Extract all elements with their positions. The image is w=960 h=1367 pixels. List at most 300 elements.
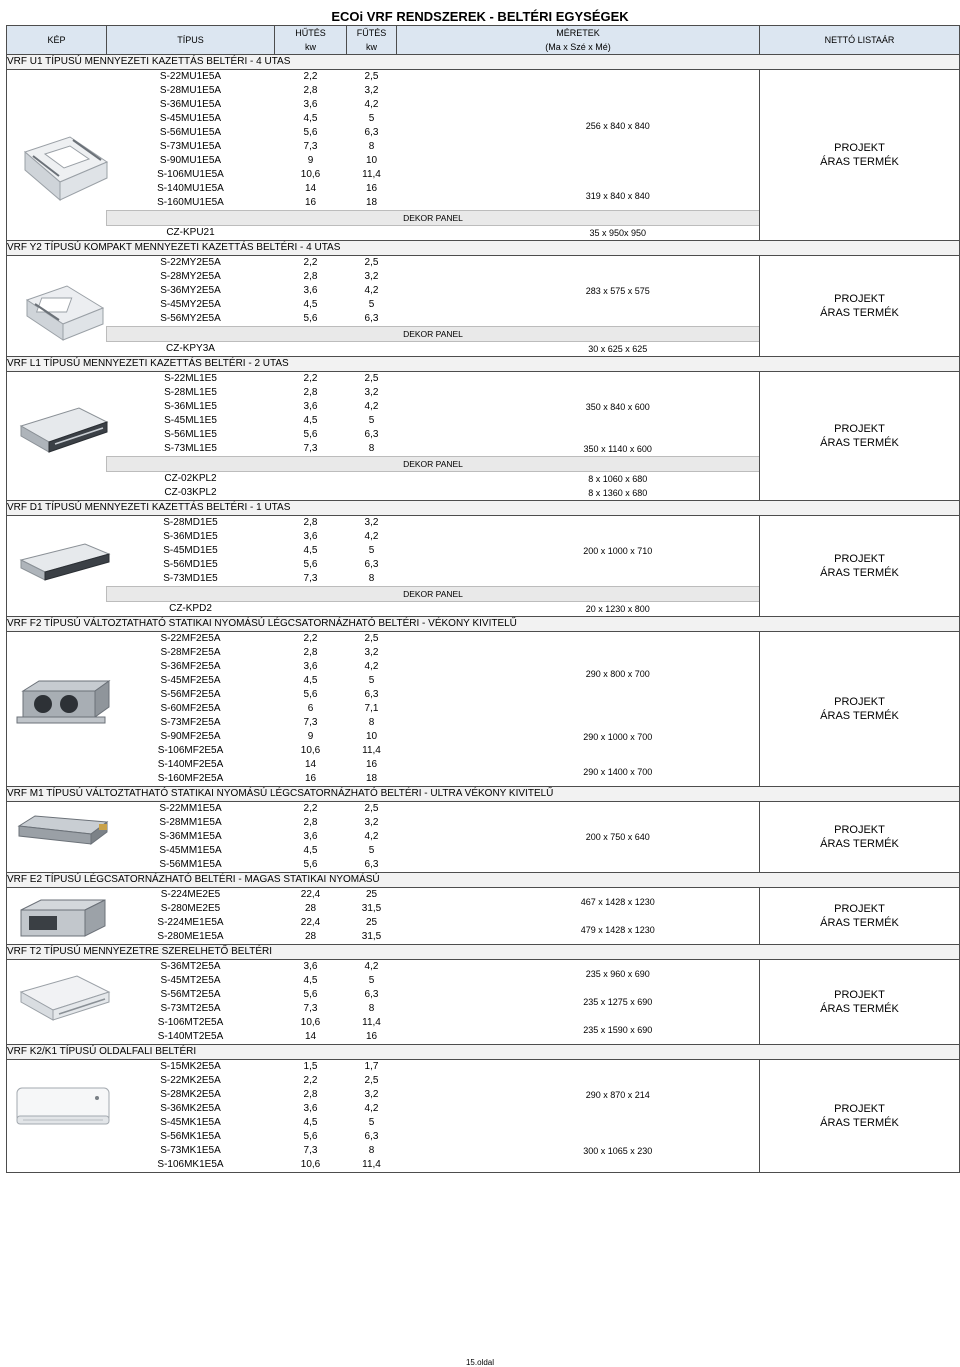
cooling-kw: 3,6 bbox=[303, 99, 318, 110]
price-cell bbox=[760, 372, 960, 501]
heating-kw: 2,5 bbox=[364, 633, 379, 644]
model-cell: S-36MM1E5A bbox=[159, 831, 222, 842]
model-cell: CZ-03KPL2 bbox=[107, 486, 275, 501]
cooling-kw bbox=[275, 602, 347, 617]
dimension-cell: 283 x 575 x 575 bbox=[585, 286, 650, 296]
heating-kw: 10 bbox=[365, 155, 378, 166]
price-line-2: ÁRAS TERMÉK bbox=[820, 917, 899, 929]
heating-kw: 4,2 bbox=[364, 285, 379, 296]
heating-kw: 4,2 bbox=[364, 831, 379, 842]
heating-kw: 2,5 bbox=[364, 373, 379, 384]
model-cell: S-140MT2E5A bbox=[107, 1030, 275, 1045]
heating-kw: 3,2 bbox=[364, 85, 379, 96]
spacer-cell bbox=[397, 1060, 477, 1075]
heating-kw: 5 bbox=[368, 975, 375, 986]
model-cell: S-22MF2E5A bbox=[160, 633, 221, 644]
heating-kw: 8 bbox=[368, 443, 375, 454]
model-cell: S-140MU1E5A bbox=[157, 183, 224, 194]
table-body bbox=[7, 55, 960, 1173]
spacer-cell bbox=[397, 342, 477, 357]
cooling-kw: 10,6 bbox=[275, 1158, 347, 1173]
cassette-2way-unit-icon bbox=[15, 400, 111, 460]
price-cell bbox=[760, 632, 960, 787]
unit-image-cell bbox=[7, 70, 107, 241]
header-tipus: TÍPUS bbox=[107, 26, 275, 55]
cooling-kw: 2,8 bbox=[303, 517, 318, 528]
spacer-cell bbox=[397, 558, 477, 572]
spacer-cell bbox=[397, 428, 477, 442]
cooling-kw: 2,8 bbox=[303, 1089, 318, 1100]
section-title: VRF F2 TÍPUSÚ VÁLTOZTATHATÓ STATIKAI NYOMÁSÚ LÉGCSATORNÁZHATÓ BELTÉRI - VÉKONY KIVITELŰ bbox=[7, 617, 960, 632]
model-cell: CZ-KPY3A bbox=[107, 342, 275, 357]
model-cell: S-73MT2E5A bbox=[160, 1003, 221, 1014]
heating-kw bbox=[347, 342, 397, 357]
spacer-cell bbox=[397, 530, 477, 544]
spacer-cell bbox=[397, 386, 477, 400]
cooling-kw: 7,3 bbox=[303, 1003, 318, 1014]
spacer-cell bbox=[397, 126, 477, 140]
header-meretek-label: MÉRETEK bbox=[556, 28, 600, 38]
model-cell: S-45MK1E5A bbox=[160, 1117, 221, 1128]
cooling-kw: 3,6 bbox=[303, 401, 318, 412]
model-cell: S-36MK2E5A bbox=[160, 1103, 221, 1114]
model-cell: S-160MU1E5A bbox=[157, 197, 224, 208]
unit-image-cell bbox=[7, 960, 107, 1045]
section-title-row bbox=[7, 945, 960, 960]
heating-kw: 4,2 bbox=[364, 401, 379, 412]
dimension-cell: 235 x 960 x 690 bbox=[585, 969, 650, 979]
header-futes bbox=[347, 26, 397, 55]
heating-kw: 1,7 bbox=[364, 1061, 379, 1072]
dimension-cell: 350 x 1140 x 600 bbox=[583, 444, 652, 454]
table-row bbox=[7, 516, 960, 531]
table-row bbox=[7, 70, 960, 85]
heating-kw: 4,2 bbox=[364, 531, 379, 542]
model-cell: S-280ME1E5A bbox=[107, 930, 275, 945]
model-cell: S-36MD1E5 bbox=[163, 531, 218, 542]
section-title-row bbox=[7, 787, 960, 802]
spacer-cell bbox=[397, 442, 477, 457]
spacer-cell bbox=[397, 226, 477, 241]
heating-kw: 11,4 bbox=[362, 745, 381, 756]
section-title: VRF D1 TÍPUSÚ MENNYEZETI KAZETTÁS BELTÉRI - 1 UTAS bbox=[7, 501, 960, 516]
spacer-cell bbox=[397, 168, 477, 182]
price-line-1: PROJEKT bbox=[834, 989, 885, 1001]
dimension-cell: 256 x 840 x 840 bbox=[585, 121, 650, 131]
spacer-cell bbox=[397, 472, 477, 487]
dimension-cell: 479 x 1428 x 1230 bbox=[477, 916, 760, 945]
heating-kw: 18 bbox=[365, 197, 378, 208]
spacer-cell bbox=[397, 1002, 477, 1016]
cooling-kw bbox=[275, 472, 347, 487]
heating-kw: 3,2 bbox=[364, 647, 379, 658]
spacer-cell bbox=[397, 400, 477, 414]
model-cell: S-45MU1E5A bbox=[159, 113, 222, 124]
cooling-kw: 4,5 bbox=[303, 1117, 318, 1128]
price-line-2: ÁRAS TERMÉK bbox=[820, 1117, 899, 1129]
model-cell: S-36MY2E5A bbox=[160, 285, 221, 296]
high-pressure-ducted-unit-icon bbox=[15, 898, 111, 943]
heating-kw: 6,3 bbox=[364, 989, 379, 1000]
price-cell bbox=[760, 1060, 960, 1173]
model-cell: S-140MF2E5A bbox=[157, 759, 224, 770]
spacer-cell bbox=[397, 702, 477, 716]
section-title: VRF Y2 TÍPUSÚ KOMPAKT MENNYEZETI KAZETTÁS BELTÉRI - 4 UTAS bbox=[7, 241, 960, 256]
header-meretek bbox=[397, 26, 760, 55]
heating-kw: 6,3 bbox=[364, 429, 379, 440]
heating-kw: 6,3 bbox=[364, 689, 379, 700]
section-title: VRF L1 TÍPUSÚ MENNYEZETI KAZETTÁS BELTÉRI - 2 UTAS bbox=[7, 357, 960, 372]
table-row bbox=[7, 1060, 960, 1075]
cooling-kw: 7,3 bbox=[303, 717, 318, 728]
price-line-1: PROJEKT bbox=[834, 1103, 885, 1115]
heating-kw: 3,2 bbox=[364, 517, 379, 528]
unit-image-cell bbox=[7, 802, 107, 873]
cooling-kw: 2,8 bbox=[303, 387, 318, 398]
spacer-cell bbox=[397, 270, 477, 284]
model-cell: S-22ML1E5 bbox=[164, 373, 217, 384]
cooling-kw: 10,6 bbox=[300, 169, 321, 180]
compact-cassette-unit-icon bbox=[15, 278, 111, 353]
cooling-kw: 14 bbox=[275, 1030, 347, 1045]
heating-kw: 6,3 bbox=[347, 858, 397, 873]
spacer-cell bbox=[397, 632, 477, 647]
dimension-cell: 235 x 1590 x 690 bbox=[477, 1016, 760, 1045]
cooling-kw: 5,6 bbox=[303, 1131, 318, 1142]
price-line-1: PROJEKT bbox=[834, 553, 885, 565]
spacer-cell bbox=[397, 602, 477, 617]
dimension-cell: 467 x 1428 x 1230 bbox=[580, 897, 655, 907]
cooling-kw: 7,3 bbox=[303, 141, 318, 152]
cooling-kw: 3,6 bbox=[303, 661, 318, 672]
heating-kw: 6,3 bbox=[364, 313, 379, 324]
cooling-kw: 7,3 bbox=[303, 443, 318, 454]
cooling-kw: 5,6 bbox=[303, 989, 318, 1000]
cooling-kw: 3,6 bbox=[303, 1103, 318, 1114]
heating-kw bbox=[347, 472, 397, 487]
heating-kw bbox=[347, 602, 397, 617]
heating-kw: 11,4 bbox=[347, 1158, 397, 1173]
cooling-kw bbox=[275, 342, 347, 357]
cooling-kw: 3,6 bbox=[303, 285, 318, 296]
dekor-panel-label: DEKOR PANEL bbox=[107, 211, 760, 226]
section-title-row bbox=[7, 873, 960, 888]
spacer-cell bbox=[397, 182, 477, 196]
price-cell bbox=[760, 256, 960, 357]
heating-kw: 2,5 bbox=[364, 71, 379, 82]
cooling-kw bbox=[275, 486, 347, 501]
spacer-cell bbox=[397, 730, 477, 744]
page-number: 15.oldal bbox=[465, 1358, 495, 1367]
heating-kw: 4,2 bbox=[364, 661, 379, 672]
cooling-kw: 1,5 bbox=[303, 1061, 318, 1072]
section-title: VRF E2 TÍPUSÚ LÉGCSATORNÁZHATÓ BELTÉRI - MAGAS STATIKAI NYOMÁSÚ bbox=[7, 873, 960, 888]
spacer-cell bbox=[397, 988, 477, 1002]
unit-image-cell bbox=[7, 632, 107, 787]
spacer-cell bbox=[397, 298, 477, 312]
spacer-cell bbox=[397, 1130, 477, 1144]
model-cell: S-56MT2E5A bbox=[160, 989, 221, 1000]
spacer-cell bbox=[397, 1074, 477, 1088]
cooling-kw: 6 bbox=[307, 703, 314, 714]
spacer-cell bbox=[397, 486, 477, 501]
model-cell: S-60MF2E5A bbox=[160, 703, 221, 714]
model-cell: S-36ML1E5 bbox=[164, 401, 217, 412]
price-line-1: PROJEKT bbox=[834, 142, 885, 154]
spacer-cell bbox=[397, 772, 477, 787]
model-cell: S-45MM1E5A bbox=[159, 845, 222, 856]
spacer-cell bbox=[397, 716, 477, 730]
dimension-cell: 35 x 950x 950 bbox=[477, 226, 760, 241]
model-cell: S-73MD1E5 bbox=[163, 573, 218, 584]
dimension-cell: 290 x 800 x 700 bbox=[585, 669, 650, 679]
header-hutes-unit: kw bbox=[305, 42, 316, 52]
table-row bbox=[7, 802, 960, 817]
heating-kw: 8 bbox=[368, 1145, 375, 1156]
model-cell: S-56MM1E5A bbox=[107, 858, 275, 873]
cooling-kw: 4,5 bbox=[303, 415, 318, 426]
price-cell bbox=[760, 516, 960, 617]
header-hutes-label: HŰTÉS bbox=[295, 28, 326, 38]
unit-image-cell bbox=[7, 888, 107, 945]
dimension-cell: 8 x 1360 x 680 bbox=[477, 486, 760, 501]
heating-kw bbox=[347, 486, 397, 501]
cooling-kw: 2,2 bbox=[303, 803, 318, 814]
cooling-kw: 4,5 bbox=[303, 113, 318, 124]
cooling-kw: 28 bbox=[275, 930, 347, 945]
cooling-kw: 16 bbox=[275, 772, 347, 787]
cooling-kw: 5,6 bbox=[303, 689, 318, 700]
cooling-kw: 5,6 bbox=[303, 429, 318, 440]
heating-kw: 5 bbox=[368, 415, 375, 426]
spacer-cell bbox=[397, 816, 477, 830]
model-cell: S-56MF2E5A bbox=[160, 689, 221, 700]
header-kep: KÉP bbox=[7, 26, 107, 55]
unit-image-cell bbox=[7, 1060, 107, 1173]
cooling-kw: 10,6 bbox=[300, 1017, 321, 1028]
model-cell: S-45MY2E5A bbox=[160, 299, 221, 310]
header-futes-unit: kw bbox=[366, 42, 377, 52]
spacer-cell bbox=[397, 1144, 477, 1158]
dimension-cell: 319 x 840 x 840 bbox=[585, 191, 650, 201]
header-netto: NETTÓ LISTAÁR bbox=[760, 26, 960, 55]
model-cell: S-28MF2E5A bbox=[160, 647, 221, 658]
model-cell: S-22MK2E5A bbox=[160, 1075, 221, 1086]
spacer-cell bbox=[397, 372, 477, 387]
header-hutes bbox=[275, 26, 347, 55]
price-cell bbox=[760, 888, 960, 945]
price-line-2: ÁRAS TERMÉK bbox=[820, 838, 899, 850]
price-line-1: PROJEKT bbox=[834, 903, 885, 915]
dekor-panel-label: DEKOR PANEL bbox=[107, 457, 760, 472]
model-cell: S-90MU1E5A bbox=[159, 155, 222, 166]
model-cell: S-36MF2E5A bbox=[160, 661, 221, 672]
heating-kw bbox=[347, 226, 397, 241]
cooling-kw: 2,2 bbox=[303, 257, 318, 268]
heating-kw: 8 bbox=[368, 141, 375, 152]
heating-kw: 4,2 bbox=[364, 99, 379, 110]
spacer-cell bbox=[397, 674, 477, 688]
heating-kw: 5 bbox=[368, 545, 375, 556]
model-cell: S-90MF2E5A bbox=[160, 731, 221, 742]
model-cell: S-45MT2E5A bbox=[160, 975, 221, 986]
heating-kw: 5 bbox=[368, 675, 375, 686]
model-cell: S-45MF2E5A bbox=[160, 675, 221, 686]
model-cell: S-224ME1E5A bbox=[157, 917, 224, 928]
dimension-cell: 290 x 870 x 214 bbox=[585, 1090, 650, 1100]
spacer-cell bbox=[397, 916, 477, 930]
cooling-kw: 2,2 bbox=[303, 373, 318, 384]
table-row bbox=[7, 372, 960, 387]
model-cell: S-73MK1E5A bbox=[160, 1145, 221, 1156]
spacer-cell bbox=[397, 112, 477, 126]
model-cell: S-56ML1E5 bbox=[164, 429, 217, 440]
cooling-kw: 4,5 bbox=[303, 975, 318, 986]
heating-kw: 2,5 bbox=[364, 1075, 379, 1086]
model-cell: CZ-02KPL2 bbox=[164, 473, 217, 484]
model-cell: S-73MF2E5A bbox=[160, 717, 221, 728]
price-line-2: ÁRAS TERMÉK bbox=[820, 156, 899, 168]
heating-kw: 11,4 bbox=[362, 169, 381, 180]
cooling-kw bbox=[275, 226, 347, 241]
model-cell: S-15MK2E5A bbox=[160, 1061, 221, 1072]
section-title-row bbox=[7, 1045, 960, 1060]
heating-kw: 5 bbox=[368, 1117, 375, 1128]
cooling-kw: 4,5 bbox=[303, 545, 318, 556]
heating-kw: 5 bbox=[368, 113, 375, 124]
spacer-cell bbox=[397, 1102, 477, 1116]
cooling-kw: 22,4 bbox=[300, 889, 321, 900]
heating-kw: 4,2 bbox=[364, 961, 379, 972]
model-cell: S-28MM1E5A bbox=[159, 817, 222, 828]
dekor-panel-label: DEKOR PANEL bbox=[107, 327, 760, 342]
section-title-row bbox=[7, 357, 960, 372]
heating-kw: 25 bbox=[365, 889, 378, 900]
price-line-1: PROJEKT bbox=[834, 824, 885, 836]
cooling-kw: 28 bbox=[304, 903, 317, 914]
cooling-kw: 2,2 bbox=[303, 71, 318, 82]
model-cell: CZ-KPD2 bbox=[107, 602, 275, 617]
spacer-cell bbox=[397, 930, 477, 945]
cooling-kw: 2,8 bbox=[303, 817, 318, 828]
spacer-cell bbox=[397, 516, 477, 531]
dimension-cell: 290 x 1000 x 700 bbox=[583, 732, 653, 742]
heating-kw: 25 bbox=[365, 917, 378, 928]
spacer-cell bbox=[397, 974, 477, 988]
unit-image-cell bbox=[7, 372, 107, 501]
model-cell: S-56MU1E5A bbox=[159, 127, 222, 138]
section-title-row bbox=[7, 617, 960, 632]
heating-kw: 8 bbox=[368, 573, 375, 584]
heating-kw: 2,5 bbox=[364, 803, 379, 814]
price-line-2: ÁRAS TERMÉK bbox=[820, 307, 899, 319]
spacer-cell bbox=[397, 284, 477, 298]
heating-kw: 3,2 bbox=[364, 817, 379, 828]
table-row bbox=[7, 960, 960, 975]
heating-kw: 3,2 bbox=[364, 387, 379, 398]
model-cell: CZ-KPU21 bbox=[107, 226, 275, 241]
heating-kw: 18 bbox=[347, 772, 397, 787]
dimension-cell: 290 x 1400 x 700 bbox=[477, 758, 760, 787]
price-line-1: PROJEKT bbox=[834, 696, 885, 708]
dimension-cell: 350 x 840 x 600 bbox=[585, 402, 650, 412]
cooling-kw: 2,2 bbox=[303, 1075, 318, 1086]
heating-kw: 31,5 bbox=[361, 903, 382, 914]
model-cell: S-224ME2E5 bbox=[160, 889, 221, 900]
cooling-kw: 14 bbox=[304, 759, 317, 770]
model-cell: S-73ML1E5 bbox=[164, 443, 217, 454]
model-cell: S-160MF2E5A bbox=[107, 772, 275, 787]
heating-kw: 3,2 bbox=[364, 271, 379, 282]
model-cell: S-56MK1E5A bbox=[160, 1131, 221, 1142]
spacer-cell bbox=[397, 140, 477, 154]
header-row bbox=[7, 26, 960, 55]
cooling-kw: 5,6 bbox=[303, 559, 318, 570]
dimension-cell: 30 x 625 x 625 bbox=[477, 342, 760, 357]
price-line-2: ÁRAS TERMÉK bbox=[820, 1003, 899, 1015]
heating-kw: 16 bbox=[365, 183, 378, 194]
cooling-kw: 9 bbox=[307, 155, 314, 166]
section-title: VRF M1 TÍPUSÚ VÁLTOZTATHATÓ STATIKAI NYOMÁSÚ LÉGCSATORNÁZHATÓ BELTÉRI - ULTRA VÉKONY KIVITELŰ bbox=[7, 787, 960, 802]
spacer-cell bbox=[397, 196, 477, 211]
header-meretek-sub: (Ma x Szé x Mé) bbox=[545, 42, 611, 52]
spacer-cell bbox=[397, 960, 477, 975]
price-cell bbox=[760, 70, 960, 241]
spacer-cell bbox=[397, 802, 477, 817]
spacer-cell bbox=[397, 70, 477, 85]
model-cell: S-28MD1E5 bbox=[163, 517, 218, 528]
heating-kw: 16 bbox=[365, 759, 378, 770]
model-cell: S-106MF2E5A bbox=[157, 745, 224, 756]
heating-kw: 2,5 bbox=[364, 257, 379, 268]
spacer-cell bbox=[397, 660, 477, 674]
cooling-kw: 3,6 bbox=[303, 531, 318, 542]
cassette-4way-unit-icon bbox=[15, 122, 111, 207]
slim-ducted-unit-icon bbox=[15, 812, 111, 852]
cooling-kw: 3,6 bbox=[303, 961, 318, 972]
cooling-kw: 16 bbox=[304, 197, 317, 208]
heating-kw: 31,5 bbox=[347, 930, 397, 945]
heating-kw: 11,4 bbox=[362, 1017, 381, 1028]
dimension-cell: 20 x 1230 x 800 bbox=[477, 602, 760, 617]
model-cell: S-106MT2E5A bbox=[157, 1017, 224, 1028]
heating-kw: 6,3 bbox=[364, 127, 379, 138]
price-line-2: ÁRAS TERMÉK bbox=[820, 710, 899, 722]
cooling-kw: 5,6 bbox=[303, 127, 318, 138]
heating-kw: 7,1 bbox=[364, 703, 379, 714]
model-cell: S-56MD1E5 bbox=[163, 559, 218, 570]
heating-kw: 10 bbox=[365, 731, 378, 742]
spacer-cell bbox=[397, 1088, 477, 1102]
model-cell: S-22MY2E5A bbox=[160, 257, 221, 268]
model-cell: S-28MU1E5A bbox=[159, 85, 222, 96]
table-row bbox=[7, 256, 960, 271]
spacer-cell bbox=[397, 1116, 477, 1130]
cooling-kw: 5,6 bbox=[275, 858, 347, 873]
spacer-cell bbox=[397, 98, 477, 112]
price-line-2: ÁRAS TERMÉK bbox=[820, 437, 899, 449]
spacer-cell bbox=[397, 902, 477, 916]
model-cell: S-73MU1E5A bbox=[159, 141, 222, 152]
model-cell: S-28MK2E5A bbox=[160, 1089, 221, 1100]
spacer-cell bbox=[397, 1030, 477, 1045]
heating-kw: 6,3 bbox=[364, 559, 379, 570]
heating-kw: 4,2 bbox=[364, 1103, 379, 1114]
heating-kw: 8 bbox=[368, 717, 375, 728]
price-line-1: PROJEKT bbox=[834, 293, 885, 305]
cooling-kw: 5,6 bbox=[303, 313, 318, 324]
model-cell: S-28ML1E5 bbox=[164, 387, 217, 398]
